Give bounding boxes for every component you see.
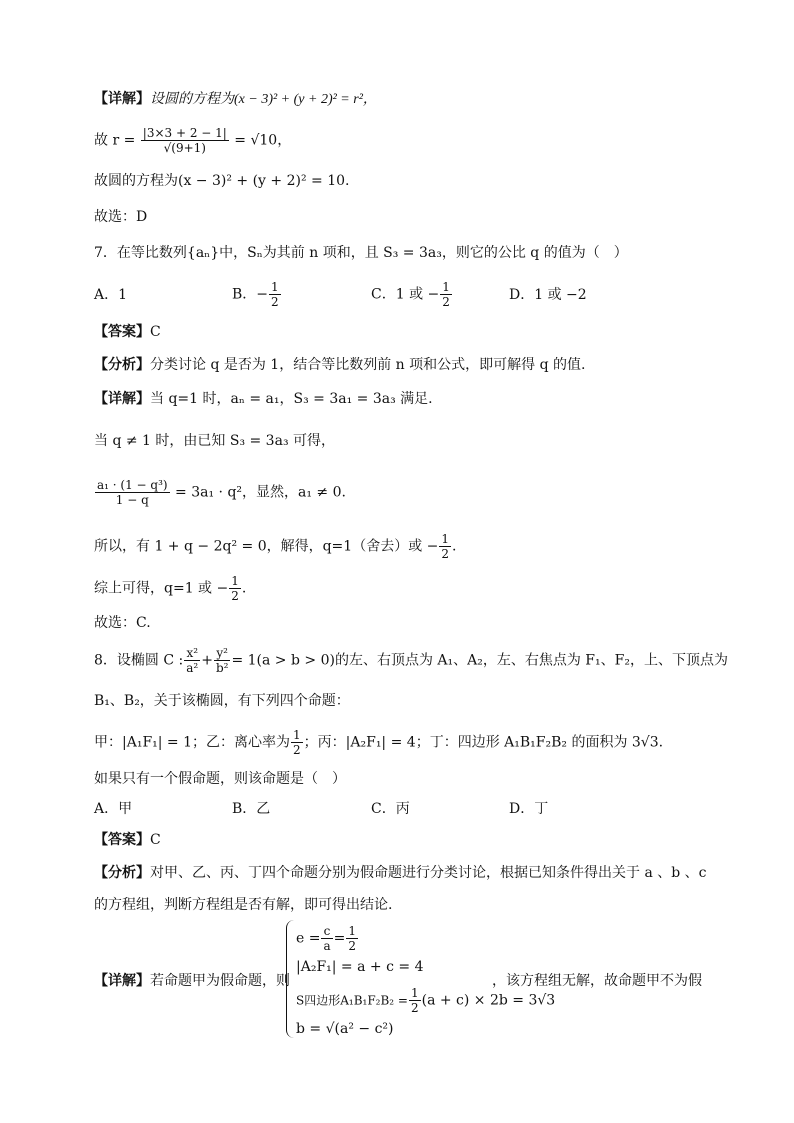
q8-propositions: 甲：|A₁F₁| = 1；乙：离心率为 $\frac{1}{2}$ ；丙：|A₂F₁| = 4；丁：四边形 A₁B₁F₂B₂ 的面积为 3√3. xyxy=(94,728,664,757)
q7-analysis: 【分析】分类讨论 q 是否为 1，结合等比数列前 n 项和公式，即可解得 q 的值. xyxy=(94,357,586,373)
sys-eq-3: S四边形A₁B₁F₂B₂ = $\frac{1}{2}$ (a + c) × 2b = 3√3 xyxy=(296,986,556,1015)
q8-option-b: B．乙 xyxy=(232,801,271,817)
q8-stem: 8．设椭圆 C : $\frac{\text{x²}}{\text{a²}}$ + $\frac{\text{y²}}{\text{b²}}$ = 1(a > b > 0)的左、右顶点为 A₁、A₂，左、右焦点为 F₁、F₂，上、下顶点为 xyxy=(94,646,728,675)
q7-detail-6: 故选：C. xyxy=(94,615,151,631)
q8-detail: 【详解】若命题甲为假命题，则 xyxy=(94,973,290,989)
q7-detail-1: 【详解】当 q=1 时，aₙ = a₁，S₃ = 3a₁ = 3a₃ 满足. xyxy=(94,391,433,407)
radius-fraction: $\frac{|3\times 3 + 2 - 1|}{√(9+1)}$ xyxy=(142,126,227,155)
q8-analysis-2: 的方程组，判断方程组是否有解，即可得出结论. xyxy=(94,897,393,913)
detail-line-2: 故 r = $\frac{|3\times 3 + 2 - 1|}{√(9+1)}$ = √10， xyxy=(94,126,292,155)
detail-line-1: 【详解】设圆的方程为(x − 3)² + (y + 2)² = r²， xyxy=(94,91,377,107)
q7-option-a: A．1 xyxy=(94,287,128,303)
q8-detail-tail: ，该方程组无解，故命题甲不为假 xyxy=(492,973,702,989)
detail-line-4: 故选：D xyxy=(94,209,148,225)
q8-answer: 【答案】C xyxy=(94,832,161,848)
q8-analysis-1: 【分析】对甲、乙、丙、丁四个命题分别为假命题进行分类讨论，根据已知条件得出关于 a 、b 、c xyxy=(94,865,707,881)
q8-stem-2: B₁、B₂，关于该椭圆，有下列四个命题： xyxy=(94,693,350,709)
detail-tag: 【详解】 xyxy=(94,91,150,107)
q7-detail-2: 当 q ≠ 1 时，由已知 S₃ = 3a₃ 可得， xyxy=(94,433,336,449)
detail-line-3: 故圆的方程为(x − 3)² + (y + 2)² = 10. xyxy=(94,173,350,189)
q8-option-d: D．丁 xyxy=(509,801,549,817)
q7-option-b: B．− $\frac{1}{2}$ xyxy=(232,280,279,309)
q7-answer: 【答案】C xyxy=(94,324,161,340)
sys-eq-1: e = $\frac{c}{a}$ = $\frac{1}{2}$ xyxy=(296,924,356,953)
sys-eq-2: |A₂F₁| = a + c = 4 xyxy=(296,959,424,975)
q7-detail-4: 所以，有 1 + q − 2q² = 0，解得，q=1（舍去）或 − $\frac{1}{2}$ . xyxy=(94,532,457,561)
q7-stem: 7．在等比数列{aₙ}中，Sₙ为其前 n 项和，且 S₃ = 3a₃，则它的公比 q 的值为（ ） xyxy=(94,245,628,261)
q7-option-d: D．1 或 −2 xyxy=(509,287,587,303)
q8-question: 如果只有一个假命题，则该命题是（ ） xyxy=(94,771,346,787)
q8-option-c: C．丙 xyxy=(371,801,410,817)
q8-option-a: A．甲 xyxy=(94,801,133,817)
q7-option-c: C．1 或 − $\frac{1}{2}$ xyxy=(371,280,450,309)
q7-detail-5: 综上可得，q=1 或 − $\frac{1}{2}$ . xyxy=(94,574,247,603)
q7-detail-3: $\frac{\text{a₁ · (1 − q³)}}{1 - q}$ = 3a₁ · q²，显然，a₁ ≠ 0. xyxy=(97,478,346,507)
sys-eq-4: b = √(a² − c²) xyxy=(296,1021,394,1037)
